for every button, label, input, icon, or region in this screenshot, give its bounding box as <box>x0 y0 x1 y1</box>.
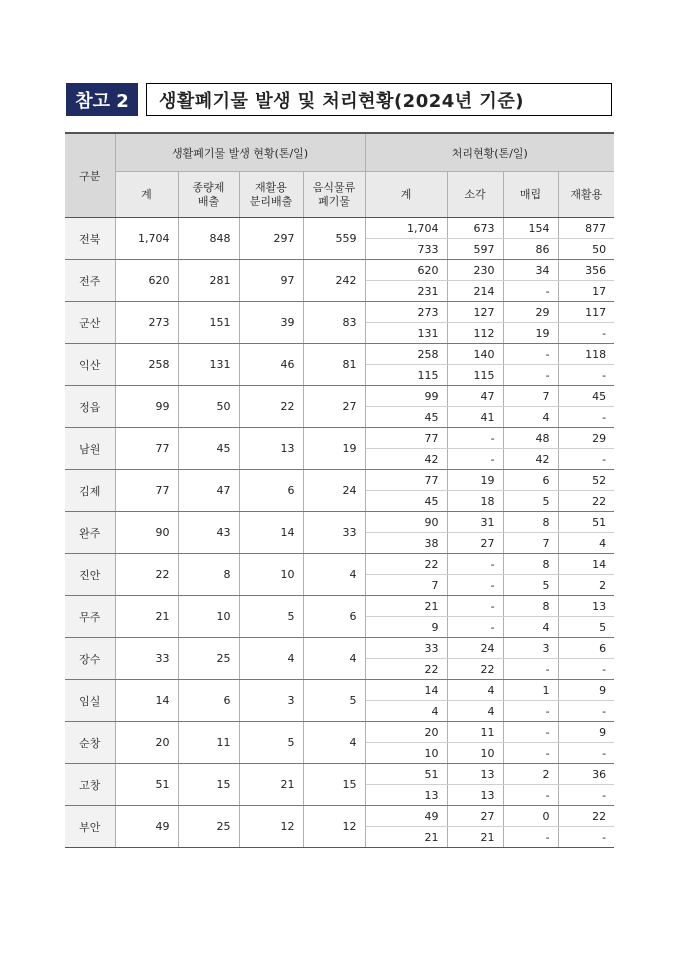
generation-cell: 25 <box>178 638 239 680</box>
processing-cell: - <box>558 827 614 848</box>
processing-cell: 22 <box>558 491 614 512</box>
processing-cell: 877 <box>558 218 614 239</box>
processing-cell: 48 <box>503 428 558 449</box>
processing-cell: 13 <box>447 785 503 806</box>
processing-cell: 21 <box>365 596 447 617</box>
table-row <box>65 596 614 617</box>
processing-cell: 8 <box>503 596 558 617</box>
processing-cell: 0 <box>503 806 558 827</box>
waste-table <box>65 132 614 848</box>
generation-cell: 10 <box>239 554 303 596</box>
generation-cell: 39 <box>239 302 303 344</box>
processing-cell: - <box>503 785 558 806</box>
processing-cell: 4 <box>503 407 558 428</box>
processing-cell: - <box>558 659 614 680</box>
processing-cell: - <box>558 701 614 722</box>
processing-cell: - <box>447 428 503 449</box>
generation-cell: 25 <box>178 806 239 848</box>
processing-cell: 7 <box>365 575 447 596</box>
processing-cell: - <box>558 323 614 344</box>
processing-cell: 31 <box>447 512 503 533</box>
table-row <box>65 764 614 785</box>
header-gen-volume <box>178 172 239 218</box>
generation-cell: 47 <box>178 470 239 512</box>
processing-cell: - <box>447 617 503 638</box>
generation-cell: 46 <box>239 344 303 386</box>
processing-cell: 20 <box>365 722 447 743</box>
processing-cell: 51 <box>365 764 447 785</box>
generation-cell: 77 <box>115 428 178 470</box>
generation-cell: 12 <box>303 806 365 848</box>
processing-cell: 273 <box>365 302 447 323</box>
processing-cell: 77 <box>365 470 447 491</box>
processing-cell: 19 <box>447 470 503 491</box>
processing-cell: 45 <box>558 386 614 407</box>
processing-cell: 11 <box>447 722 503 743</box>
processing-cell: 51 <box>558 512 614 533</box>
processing-cell: 154 <box>503 218 558 239</box>
processing-cell: 7 <box>503 386 558 407</box>
processing-cell: 99 <box>365 386 447 407</box>
processing-cell: 13 <box>558 596 614 617</box>
processing-cell: - <box>558 449 614 470</box>
region-name: 순창 <box>65 722 115 764</box>
generation-cell: 24 <box>303 470 365 512</box>
generation-cell: 21 <box>239 764 303 806</box>
processing-cell: - <box>503 722 558 743</box>
processing-cell: - <box>447 449 503 470</box>
processing-cell: 9 <box>365 617 447 638</box>
generation-cell: 559 <box>303 218 365 260</box>
processing-cell: 50 <box>558 239 614 260</box>
processing-cell: 38 <box>365 533 447 554</box>
generation-cell: 33 <box>303 512 365 554</box>
generation-cell: 15 <box>178 764 239 806</box>
reference-tag: 참고 2 <box>66 83 138 116</box>
processing-cell: 21 <box>447 827 503 848</box>
processing-cell: 5 <box>503 491 558 512</box>
processing-cell: 21 <box>365 827 447 848</box>
table-row <box>65 638 614 659</box>
header-region: 구분 <box>65 133 115 218</box>
table-row <box>65 386 614 407</box>
generation-cell: 22 <box>239 386 303 428</box>
header-processing-group: 처리현황(톤/일) <box>365 133 614 172</box>
region-name: 장수 <box>65 638 115 680</box>
table-row <box>65 806 614 827</box>
table-row <box>65 302 614 323</box>
processing-cell: - <box>503 659 558 680</box>
processing-cell: 42 <box>503 449 558 470</box>
table-row <box>65 680 614 701</box>
generation-cell: 81 <box>303 344 365 386</box>
processing-cell: 22 <box>365 554 447 575</box>
processing-cell: - <box>558 743 614 764</box>
table-row <box>65 470 614 491</box>
generation-cell: 43 <box>178 512 239 554</box>
processing-cell: 14 <box>558 554 614 575</box>
generation-cell: 5 <box>239 596 303 638</box>
processing-cell: - <box>503 365 558 386</box>
generation-cell: 8 <box>178 554 239 596</box>
processing-cell: 231 <box>365 281 447 302</box>
processing-cell: 42 <box>365 449 447 470</box>
processing-cell: 27 <box>447 533 503 554</box>
generation-cell: 11 <box>178 722 239 764</box>
generation-cell: 33 <box>115 638 178 680</box>
generation-cell: 4 <box>303 638 365 680</box>
processing-cell: 47 <box>447 386 503 407</box>
processing-cell: 140 <box>447 344 503 365</box>
processing-cell: 49 <box>365 806 447 827</box>
processing-cell: - <box>447 575 503 596</box>
generation-cell: 6 <box>239 470 303 512</box>
processing-cell: 4 <box>503 617 558 638</box>
generation-cell: 22 <box>115 554 178 596</box>
page-title: 생활폐기물 발생 및 처리현황(2024년 기준) <box>146 83 612 116</box>
generation-cell: 14 <box>115 680 178 722</box>
processing-cell: - <box>503 743 558 764</box>
generation-cell: 6 <box>303 596 365 638</box>
generation-cell: 97 <box>239 260 303 302</box>
processing-cell: - <box>558 407 614 428</box>
generation-cell: 27 <box>303 386 365 428</box>
region-name: 임실 <box>65 680 115 722</box>
processing-cell: 115 <box>365 365 447 386</box>
generation-cell: 20 <box>115 722 178 764</box>
generation-cell: 297 <box>239 218 303 260</box>
generation-cell: 4 <box>303 554 365 596</box>
generation-cell: 15 <box>303 764 365 806</box>
header-gen-recycle-label: 재활용 분리배출 <box>249 180 293 208</box>
header-generation-group: 생활폐기물 발생 현황(톤/일) <box>115 133 365 172</box>
header-gen-food <box>303 172 365 218</box>
generation-cell: 21 <box>115 596 178 638</box>
processing-cell: 230 <box>447 260 503 281</box>
region-name: 완주 <box>65 512 115 554</box>
table-row <box>65 428 614 449</box>
processing-cell: - <box>503 344 558 365</box>
region-name: 전주 <box>65 260 115 302</box>
processing-cell: 620 <box>365 260 447 281</box>
generation-cell: 5 <box>239 722 303 764</box>
header-gen-recycle <box>239 172 303 218</box>
processing-cell: 1 <box>503 680 558 701</box>
generation-cell: 12 <box>239 806 303 848</box>
processing-cell: - <box>503 701 558 722</box>
generation-cell: 10 <box>178 596 239 638</box>
processing-cell: 45 <box>365 407 447 428</box>
header-gen-volume-label: 종량제 배출 <box>192 180 225 208</box>
processing-cell: 115 <box>447 365 503 386</box>
region-name: 군산 <box>65 302 115 344</box>
processing-cell: 8 <box>503 554 558 575</box>
header-proc-incineration: 소각 <box>447 172 503 218</box>
generation-cell: 131 <box>178 344 239 386</box>
region-name: 익산 <box>65 344 115 386</box>
processing-cell: 29 <box>503 302 558 323</box>
processing-cell: 22 <box>558 806 614 827</box>
generation-cell: 258 <box>115 344 178 386</box>
generation-cell: 90 <box>115 512 178 554</box>
generation-cell: 50 <box>178 386 239 428</box>
processing-cell: - <box>558 365 614 386</box>
processing-cell: 6 <box>558 638 614 659</box>
processing-cell: 86 <box>503 239 558 260</box>
processing-cell: 2 <box>558 575 614 596</box>
processing-cell: 33 <box>365 638 447 659</box>
processing-cell: 13 <box>447 764 503 785</box>
processing-cell: 41 <box>447 407 503 428</box>
generation-cell: 19 <box>303 428 365 470</box>
processing-cell: 4 <box>447 680 503 701</box>
table-row <box>65 722 614 743</box>
processing-cell: 52 <box>558 470 614 491</box>
generation-cell: 151 <box>178 302 239 344</box>
processing-cell: 17 <box>558 281 614 302</box>
generation-cell: 99 <box>115 386 178 428</box>
header-gen-total: 계 <box>115 172 178 218</box>
processing-cell: - <box>503 827 558 848</box>
generation-cell: 45 <box>178 428 239 470</box>
table-row <box>65 554 614 575</box>
processing-cell: 9 <box>558 680 614 701</box>
table-row <box>65 260 614 281</box>
processing-cell: 118 <box>558 344 614 365</box>
generation-cell: 14 <box>239 512 303 554</box>
processing-cell: - <box>503 281 558 302</box>
processing-cell: 131 <box>365 323 447 344</box>
processing-cell: 77 <box>365 428 447 449</box>
generation-cell: 51 <box>115 764 178 806</box>
processing-cell: 22 <box>447 659 503 680</box>
generation-cell: 13 <box>239 428 303 470</box>
header-proc-total: 계 <box>365 172 447 218</box>
region-name: 남원 <box>65 428 115 470</box>
processing-cell: 10 <box>447 743 503 764</box>
processing-cell: 4 <box>365 701 447 722</box>
processing-cell: 29 <box>558 428 614 449</box>
processing-cell: - <box>558 785 614 806</box>
processing-cell: 127 <box>447 302 503 323</box>
processing-cell: 112 <box>447 323 503 344</box>
processing-cell: 4 <box>558 533 614 554</box>
processing-cell: 24 <box>447 638 503 659</box>
processing-cell: 214 <box>447 281 503 302</box>
header-proc-landfill: 매립 <box>503 172 558 218</box>
processing-cell: 2 <box>503 764 558 785</box>
processing-cell: 36 <box>558 764 614 785</box>
processing-cell: 117 <box>558 302 614 323</box>
processing-cell: 1,704 <box>365 218 447 239</box>
processing-cell: 13 <box>365 785 447 806</box>
generation-cell: 5 <box>303 680 365 722</box>
region-name: 전북 <box>65 218 115 260</box>
processing-cell: 10 <box>365 743 447 764</box>
processing-cell: 5 <box>503 575 558 596</box>
processing-cell: 14 <box>365 680 447 701</box>
region-name: 무주 <box>65 596 115 638</box>
processing-cell: - <box>447 596 503 617</box>
title-bar <box>66 83 614 116</box>
generation-cell: 4 <box>239 638 303 680</box>
table-row <box>65 344 614 365</box>
processing-cell: 45 <box>365 491 447 512</box>
region-name: 고창 <box>65 764 115 806</box>
generation-cell: 3 <box>239 680 303 722</box>
processing-cell: 9 <box>558 722 614 743</box>
processing-cell: 356 <box>558 260 614 281</box>
region-name: 정읍 <box>65 386 115 428</box>
processing-cell: 34 <box>503 260 558 281</box>
generation-cell: 620 <box>115 260 178 302</box>
generation-cell: 83 <box>303 302 365 344</box>
generation-cell: 6 <box>178 680 239 722</box>
generation-cell: 4 <box>303 722 365 764</box>
region-name: 부안 <box>65 806 115 848</box>
table-row <box>65 218 614 239</box>
region-name: 진안 <box>65 554 115 596</box>
generation-cell: 1,704 <box>115 218 178 260</box>
processing-cell: 673 <box>447 218 503 239</box>
generation-cell: 273 <box>115 302 178 344</box>
header-proc-recycle: 재활용 <box>558 172 614 218</box>
processing-cell: 18 <box>447 491 503 512</box>
processing-cell: 7 <box>503 533 558 554</box>
generation-cell: 77 <box>115 470 178 512</box>
region-name: 김제 <box>65 470 115 512</box>
processing-cell: 22 <box>365 659 447 680</box>
processing-cell: 19 <box>503 323 558 344</box>
processing-cell: 258 <box>365 344 447 365</box>
generation-cell: 49 <box>115 806 178 848</box>
processing-cell: 27 <box>447 806 503 827</box>
processing-cell: 6 <box>503 470 558 491</box>
processing-cell: 90 <box>365 512 447 533</box>
processing-cell: 597 <box>447 239 503 260</box>
processing-cell: 3 <box>503 638 558 659</box>
table-row <box>65 512 614 533</box>
generation-cell: 848 <box>178 218 239 260</box>
processing-cell: 5 <box>558 617 614 638</box>
generation-cell: 281 <box>178 260 239 302</box>
processing-cell: - <box>447 554 503 575</box>
processing-cell: 733 <box>365 239 447 260</box>
generation-cell: 242 <box>303 260 365 302</box>
processing-cell: 8 <box>503 512 558 533</box>
processing-cell: 4 <box>447 701 503 722</box>
header-gen-food-label: 음식물류 폐기물 <box>312 180 356 208</box>
